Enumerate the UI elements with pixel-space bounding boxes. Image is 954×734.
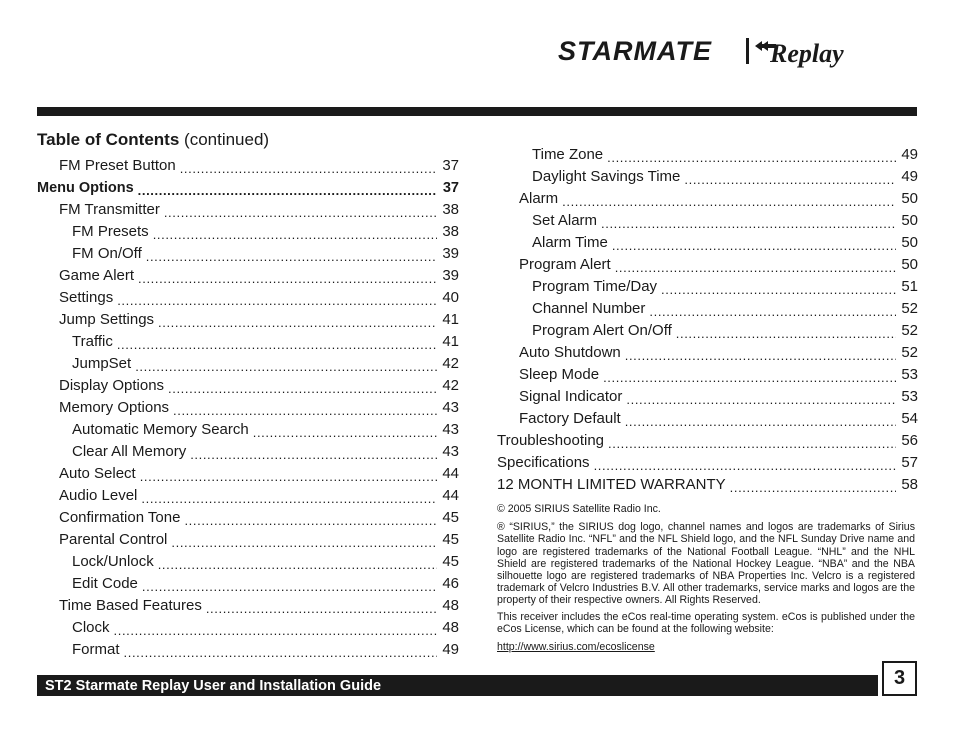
toc-dot-leader	[615, 254, 896, 276]
toc-entry-label: Program Time/Day	[532, 278, 658, 295]
toc-entry-page: 44	[442, 465, 459, 482]
toc-entry-label: Game Alert	[59, 267, 135, 284]
header-rule	[37, 107, 917, 116]
toc-dot-leader	[138, 177, 437, 199]
toc-dot-leader	[612, 232, 896, 254]
toc-entry-label: Display Options	[59, 377, 165, 394]
toc-dot-leader	[676, 320, 896, 342]
toc-dot-leader	[190, 441, 437, 463]
toc-entry-label: FM Transmitter	[59, 201, 160, 218]
toc-entry-label: Daylight Savings Time	[532, 168, 681, 185]
toc-entry-page: 38	[442, 223, 459, 240]
toc-entry[interactable]	[37, 639, 459, 661]
toc-entry-page: 52	[901, 300, 918, 317]
toc-entry[interactable]	[37, 551, 459, 573]
toc-entry[interactable]	[37, 441, 459, 463]
toc-entry-page: 41	[442, 333, 459, 350]
toc-right-column	[497, 144, 918, 496]
toc-entry-page: 52	[901, 322, 918, 339]
toc-entry-page: 44	[442, 487, 459, 504]
toc-entry[interactable]	[497, 166, 918, 188]
toc-left-column	[37, 155, 459, 661]
copyright-line: © 2005 SIRIUS Satellite Radio Inc.	[497, 503, 661, 515]
toc-entry-page: 51	[901, 278, 918, 295]
toc-dot-leader	[171, 529, 437, 551]
toc-entry-label: Program Alert	[519, 256, 611, 273]
toc-entry-page: 52	[901, 344, 918, 361]
toc-entry-label: Clock	[72, 619, 110, 636]
toc-dot-leader	[603, 364, 896, 386]
ecos-notice: This receiver includes the eCos real-time operating system. eCos is published under the eCos License, which can be found at the following website:	[497, 610, 915, 635]
toc-entry[interactable]	[37, 309, 459, 331]
toc-entry[interactable]	[497, 430, 918, 452]
toc-entry[interactable]	[37, 573, 459, 595]
toc-dot-leader	[138, 265, 437, 287]
toc-entry-page: 54	[901, 410, 918, 427]
toc-entry-page: 37	[442, 180, 459, 196]
toc-entry[interactable]	[497, 210, 918, 232]
toc-entry[interactable]	[37, 397, 459, 419]
toc-dot-leader	[158, 551, 437, 573]
toc-dot-leader	[164, 199, 437, 221]
toc-entry-page: 49	[901, 146, 918, 163]
toc-entry[interactable]	[37, 243, 459, 265]
toc-entry-label: Clear All Memory	[72, 443, 187, 460]
toc-entry-page: 43	[442, 443, 459, 460]
toc-entry-page: 49	[442, 641, 459, 658]
toc-entry-page: 45	[442, 531, 459, 548]
toc-entry-page: 43	[442, 399, 459, 416]
toc-dot-leader	[649, 298, 896, 320]
toc-entry-page: 56	[901, 432, 918, 449]
toc-entry[interactable]	[37, 353, 459, 375]
toc-dot-leader	[153, 221, 437, 243]
toc-entry-label: Auto Shutdown	[519, 344, 621, 361]
toc-entry-label: Audio Level	[59, 487, 138, 504]
toc-dot-leader	[625, 342, 896, 364]
toc-entry-page: 46	[442, 575, 459, 592]
toc-entry-label: Set Alarm	[532, 212, 598, 229]
toc-dot-leader	[140, 463, 437, 485]
toc-entry-label: Auto Select	[59, 465, 136, 482]
toc-entry-page: 48	[442, 619, 459, 636]
toc-entry-page: 57	[901, 454, 918, 471]
toc-entry-page: 40	[442, 289, 459, 306]
footer-bar	[37, 675, 878, 696]
toc-dot-leader	[146, 243, 437, 265]
toc-dot-leader	[601, 210, 896, 232]
toc-entry[interactable]	[37, 155, 459, 177]
toc-dot-leader	[608, 430, 896, 452]
toc-dot-leader	[730, 474, 896, 496]
toc-entry[interactable]	[37, 529, 459, 551]
toc-dot-leader	[135, 353, 437, 375]
toc-entry[interactable]	[497, 320, 918, 342]
toc-entry-page: 43	[442, 421, 459, 438]
toc-entry[interactable]	[37, 221, 459, 243]
toc-entry-label: Traffic	[72, 333, 113, 350]
toc-entry-page: 42	[442, 377, 459, 394]
toc-entry-label: Channel Number	[532, 300, 646, 317]
toc-entry[interactable]	[497, 188, 918, 210]
toc-entry-label: Program Alert On/Off	[532, 322, 672, 339]
toc-entry-label: Specifications	[497, 454, 590, 471]
toc-entry-page: 39	[442, 267, 459, 284]
toc-entry-label: Settings	[59, 289, 114, 306]
toc-dot-leader	[158, 309, 437, 331]
toc-entry-page: 53	[901, 366, 918, 383]
toc-entry[interactable]	[37, 507, 459, 529]
toc-dot-leader	[626, 386, 896, 408]
toc-entry-page: 42	[442, 355, 459, 372]
toc-entry-page: 38	[442, 201, 459, 218]
toc-heading-title: Table of Contents	[37, 130, 180, 149]
toc-dot-leader	[625, 408, 896, 430]
toc-entry-label: Format	[72, 641, 120, 658]
toc-entry-label: Factory Default	[519, 410, 621, 427]
toc-entry[interactable]	[497, 298, 918, 320]
toc-dot-leader	[562, 188, 896, 210]
toc-entry-label: Sleep Mode	[519, 366, 600, 383]
ecos-license-link[interactable]: http://www.sirius.com/ecoslicense	[497, 641, 655, 654]
toc-dot-leader	[114, 617, 437, 639]
toc-entry[interactable]	[37, 419, 459, 441]
toc-entry-page: 53	[901, 388, 918, 405]
toc-entry[interactable]	[37, 617, 459, 639]
toc-heading	[37, 130, 269, 150]
toc-entry-label: Alarm	[519, 190, 559, 207]
toc-entry[interactable]	[37, 331, 459, 353]
toc-entry[interactable]	[497, 144, 918, 166]
toc-dot-leader	[661, 276, 896, 298]
toc-entry-label: Troubleshooting	[497, 432, 605, 449]
page-number: 3	[882, 661, 917, 696]
toc-entry-page: 45	[442, 553, 459, 570]
toc-dot-leader	[124, 639, 437, 661]
toc-dot-leader	[173, 397, 437, 419]
toc-dot-leader	[684, 166, 896, 188]
toc-entry-page: 45	[442, 509, 459, 526]
toc-entry-label: Confirmation Tone	[59, 509, 181, 526]
toc-entry-page: 37	[442, 157, 459, 174]
toc-entry[interactable]	[497, 452, 918, 474]
toc-dot-leader	[141, 485, 437, 507]
toc-entry[interactable]	[37, 199, 459, 221]
svg-text:Replay: Replay	[770, 39, 844, 68]
toc-entry-label: Memory Options	[59, 399, 170, 416]
trademark-notice: ® “SIRIUS,” the SIRIUS dog logo, channel names and logos are trademarks of Sirius Satellite Radio Inc. “NFL” and the NFL Shield logo, and the NFL Sunday Drive name and logo are registered trademarks of the National Football League. “NHL” and the NHL Shield are registered trademarks of the National Hockey League. “NBA” and the NBA silhouette logo are registered trademarks of NBA Properties Inc. Velcro is a registered trademark of Velcro Industries B.V. All other trademarks, service marks and logos are the property of their respective owners. All Rights Reserved.	[497, 521, 915, 607]
toc-entry[interactable]	[37, 463, 459, 485]
toc-entry-label: Lock/Unlock	[72, 553, 154, 570]
toc-entry[interactable]	[497, 254, 918, 276]
toc-dot-leader	[607, 144, 896, 166]
toc-entry-label: Parental Control	[59, 531, 168, 548]
toc-entry[interactable]	[37, 287, 459, 309]
toc-dot-leader	[594, 452, 896, 474]
toc-entry-page: 50	[901, 256, 918, 273]
toc-entry[interactable]	[497, 474, 918, 496]
starmate-replay-logo	[556, 32, 918, 72]
toc-entry[interactable]	[497, 408, 918, 430]
toc-entry[interactable]	[497, 342, 918, 364]
toc-dot-leader	[184, 507, 437, 529]
toc-entry-page: 48	[442, 597, 459, 614]
toc-entry-label: JumpSet	[72, 355, 132, 372]
toc-entry[interactable]	[37, 595, 459, 617]
toc-dot-leader	[180, 155, 437, 177]
toc-entry-label: 12 MONTH LIMITED WARRANTY	[497, 476, 726, 493]
toc-entry-label: Time Zone	[532, 146, 604, 163]
toc-entry[interactable]	[37, 177, 459, 199]
toc-entry-label: FM Preset Button	[59, 157, 176, 174]
toc-entry-label: Menu Options	[37, 180, 134, 196]
toc-entry-page: 50	[901, 234, 918, 251]
toc-entry-label: Edit Code	[72, 575, 138, 592]
toc-dot-leader	[168, 375, 437, 397]
toc-entry-page: 50	[901, 212, 918, 229]
toc-entry[interactable]	[37, 375, 459, 397]
toc-entry[interactable]	[497, 232, 918, 254]
toc-entry[interactable]	[37, 485, 459, 507]
toc-entry-label: FM On/Off	[72, 245, 142, 262]
toc-entry-label: FM Presets	[72, 223, 149, 240]
toc-entry-label: Alarm Time	[532, 234, 608, 251]
toc-entry-label: Automatic Memory Search	[72, 421, 249, 438]
toc-entry-page: 50	[901, 190, 918, 207]
toc-entry[interactable]	[497, 276, 918, 298]
toc-entry[interactable]	[37, 265, 459, 287]
toc-dot-leader	[117, 331, 437, 353]
toc-entry-page: 58	[901, 476, 918, 493]
toc-entry-page: 39	[442, 245, 459, 262]
toc-dot-leader	[206, 595, 437, 617]
toc-dot-leader	[253, 419, 437, 441]
toc-entry-label: Jump Settings	[59, 311, 155, 328]
svg-text:STARMATE: STARMATE	[558, 36, 712, 66]
toc-dot-leader	[117, 287, 437, 309]
toc-entry-label: Time Based Features	[59, 597, 202, 614]
toc-entry[interactable]	[497, 386, 918, 408]
toc-entry-page: 41	[442, 311, 459, 328]
toc-heading-suffix: (continued)	[184, 130, 270, 149]
legal-notice	[497, 503, 915, 653]
toc-entry-page: 49	[901, 168, 918, 185]
toc-dot-leader	[142, 573, 437, 595]
toc-entry-label: Signal Indicator	[519, 388, 623, 405]
footer-title: ST2 Starmate Replay User and Installation Guide	[45, 678, 382, 694]
toc-entry[interactable]	[497, 364, 918, 386]
